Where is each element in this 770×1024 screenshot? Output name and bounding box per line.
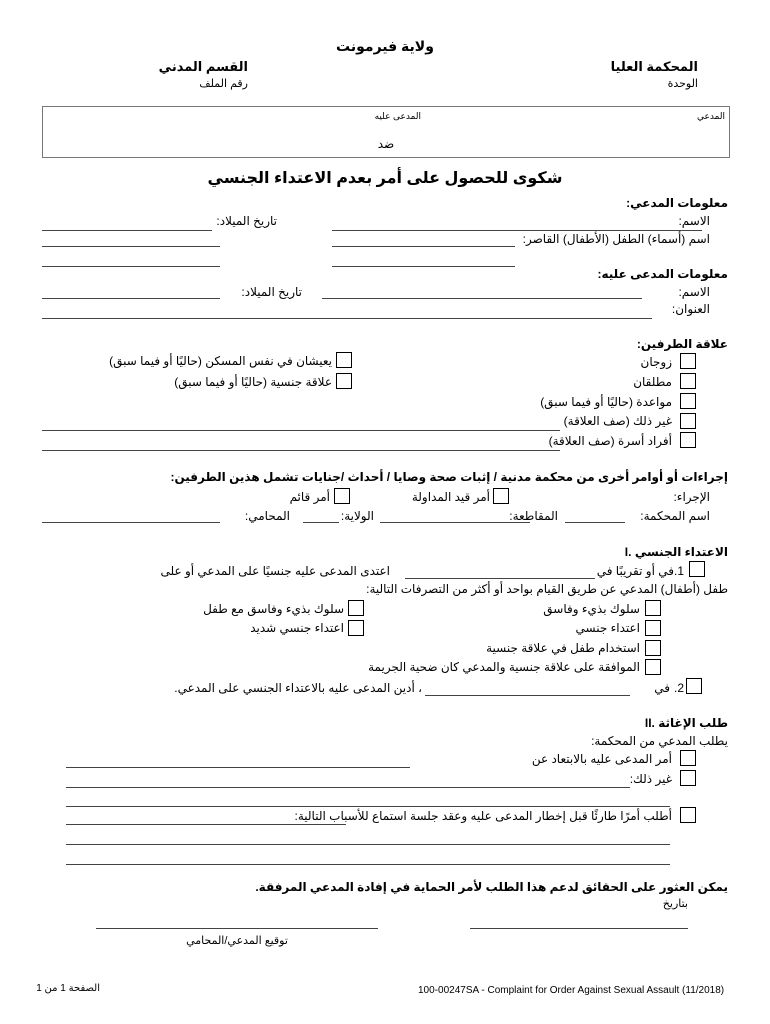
- defendant-info-heading: معلومات المدعى عليه:: [597, 267, 728, 281]
- emergency-reason-line-2[interactable]: [66, 844, 670, 845]
- versus-label: ضد: [377, 137, 395, 151]
- children-label: اسم (أسماء) الطفل (الأطفال) القاصر:: [522, 232, 710, 246]
- option-child-use: استخدام طفل في علاقة جنسية: [486, 641, 640, 655]
- state-label: الولاية:: [340, 509, 374, 523]
- attorney-label: المحامي:: [244, 509, 290, 523]
- option-divorced: مطلقان: [633, 375, 672, 389]
- attorney-line[interactable]: [42, 522, 220, 523]
- checkbox-dating[interactable]: [680, 393, 696, 409]
- checkbox-order-pending[interactable]: [493, 488, 509, 504]
- emergency-reason-line-1[interactable]: [66, 824, 346, 825]
- checkbox-cohabiting[interactable]: [336, 352, 352, 368]
- plaintiff-dob-label: تاريخ الميلاد:: [216, 214, 277, 228]
- children-dob-line-1[interactable]: [42, 246, 220, 247]
- caption-box: [42, 106, 730, 158]
- option-stay-away: أمر المدعى عليه بالابتعاد عن: [531, 752, 672, 766]
- item1-date-line[interactable]: [405, 578, 595, 579]
- option-dating: مواعدة (حاليًا أو فيما سبق): [540, 395, 672, 409]
- option-lewd-child: سلوك بذيء وفاسق مع طفل: [203, 602, 344, 616]
- checkbox-sexual-relationship[interactable]: [336, 373, 352, 389]
- option-married: زوجان: [640, 355, 672, 369]
- stay-away-line[interactable]: [66, 767, 410, 768]
- county-line[interactable]: [380, 522, 530, 523]
- option-family: أفراد أسرة (صف العلاقة): [548, 434, 672, 448]
- defendant-name-line[interactable]: [322, 298, 642, 299]
- item2-number: .2: [673, 681, 684, 695]
- checkbox-item2[interactable]: [686, 678, 702, 694]
- family-relationship-line[interactable]: [42, 450, 560, 451]
- court-name: المحكمة العليا: [610, 59, 698, 74]
- option-order-pending: أمر قيد المداولة: [411, 490, 490, 504]
- item1-number: .1: [673, 564, 684, 578]
- defendant-address-label: العنوان:: [671, 302, 710, 316]
- checkbox-divorced[interactable]: [680, 373, 696, 389]
- checkbox-stay-away[interactable]: [680, 750, 696, 766]
- checkbox-lewd-child[interactable]: [348, 600, 364, 616]
- checkbox-family[interactable]: [680, 432, 696, 448]
- page-number: الصفحة 1 من 1: [36, 983, 100, 994]
- children-line-1[interactable]: [332, 246, 515, 247]
- plaintiff-name-label: الاسم:: [678, 214, 710, 228]
- item1-continuation: طفل (أطفال) المدعي عن طريق القيام بواحد أو أكثر من التصرفات التالية:: [366, 582, 728, 596]
- form-title: شكوى للحصول على أمر بعدم الاعتداء الجنسي: [207, 170, 563, 187]
- date-label: بتاريخ: [662, 898, 688, 910]
- signature-label: توقيع المدعي/المحامي: [186, 935, 288, 947]
- item2-text: ، أدين المدعى عليه بالاعتداء الجنسي على المدعي.: [174, 681, 422, 695]
- checkbox-other-relationship[interactable]: [680, 413, 696, 429]
- plaintiff-dob-line[interactable]: [42, 230, 212, 231]
- option-sexual-assault: اعتداء جنسي: [575, 621, 640, 635]
- option-emergency-order: أطلب أمرًا طارئًا قبل إخطار المدعى عليه وعقد جلسة استماع للأسباب التالية:: [294, 809, 672, 823]
- option-consent-victim: الموافقة على علاقة جنسية والمدعي كان ضحية الجريمة: [368, 660, 640, 674]
- defendant-address-line[interactable]: [42, 318, 652, 319]
- section2-heading: II. طلب الإغاثة: [644, 716, 728, 730]
- county-label: المقاطعة:: [509, 509, 558, 523]
- checkbox-aggravated-assault[interactable]: [348, 620, 364, 636]
- children-line-2[interactable]: [332, 266, 515, 267]
- state-title: ولاية فيرمونت: [336, 38, 434, 54]
- option-other-relief: غير ذلك:: [629, 772, 672, 786]
- option-aggravated-assault: اعتداء جنسي شديد: [250, 621, 344, 635]
- other-relief-line-1[interactable]: [66, 787, 630, 788]
- option-sexual-relationship: علاقة جنسية (حاليًا أو فيما سبق): [174, 375, 332, 389]
- emergency-reason-line-3[interactable]: [66, 864, 670, 865]
- division-name: القسم المدني: [158, 59, 248, 74]
- relationship-heading: علاقة الطرفين:: [636, 337, 728, 351]
- option-other-relationship: غير ذلك (صف العلاقة): [563, 414, 672, 428]
- defendant-caption-label: المدعى عليه: [374, 111, 421, 121]
- checkbox-child-use[interactable]: [645, 640, 661, 656]
- unit-label: الوحدة: [667, 78, 698, 90]
- item2-date-label: في: [654, 681, 670, 695]
- proceedings-heading: إجراءات أو أوامر أخرى من محكمة مدنية / إثبات صحة وصايا / أحداث /جنايات تشمل هذين الطرفين:: [170, 470, 728, 484]
- action-label: الإجراء:: [673, 490, 710, 504]
- state-line[interactable]: [303, 522, 339, 523]
- checkbox-item1[interactable]: [689, 561, 705, 577]
- date-line[interactable]: [470, 928, 688, 929]
- form-number: 100-00247SA - Complaint for Order Against Sexual Assault (11/2018): [418, 985, 725, 996]
- checkbox-lewd-conduct[interactable]: [645, 600, 661, 616]
- court-name-label: اسم المحكمة:: [640, 509, 710, 523]
- checkbox-order-existing[interactable]: [334, 488, 350, 504]
- checkbox-other-relief[interactable]: [680, 770, 696, 786]
- option-cohabiting: يعيشان في نفس المسكن (حاليًا أو فيما سبق): [109, 354, 332, 368]
- item2-date-line[interactable]: [425, 695, 630, 696]
- docket-label: رقم الملف: [199, 78, 248, 90]
- court-name-line[interactable]: [565, 522, 625, 523]
- defendant-dob-line[interactable]: [42, 298, 220, 299]
- other-relationship-line[interactable]: [42, 430, 560, 431]
- checkbox-married[interactable]: [680, 353, 696, 369]
- item1-date-label: في أو تقريبًا في: [596, 564, 674, 578]
- plaintiff-name-line[interactable]: [332, 230, 702, 231]
- item1-text: اعتدى المدعى عليه جنسيًا على المدعي أو على: [160, 564, 390, 578]
- facts-statement: يمكن العثور على الحقائق لدعم هذا الطلب لأمر الحماية في إفادة المدعي المرفقة.: [255, 880, 728, 894]
- other-relief-line-2[interactable]: [66, 806, 670, 807]
- checkbox-sexual-assault[interactable]: [645, 620, 661, 636]
- checkbox-consent-victim[interactable]: [645, 659, 661, 675]
- plaintiff-info-heading: معلومات المدعي:: [626, 196, 728, 210]
- plaintiff-caption-label: المدعي: [696, 111, 725, 121]
- defendant-dob-label: تاريخ الميلاد:: [241, 285, 302, 299]
- defendant-name-label: الاسم:: [678, 285, 710, 299]
- option-order-existing: أمر قائم: [289, 490, 330, 504]
- option-lewd-conduct: سلوك بذيء وفاسق: [543, 602, 640, 616]
- section1-heading: I. الاعتداء الجنسي: [624, 545, 728, 559]
- relief-intro: يطلب المدعي من المحكمة:: [591, 734, 728, 748]
- children-dob-line-2[interactable]: [42, 266, 220, 267]
- signature-line[interactable]: [96, 928, 378, 929]
- checkbox-emergency-order[interactable]: [680, 807, 696, 823]
